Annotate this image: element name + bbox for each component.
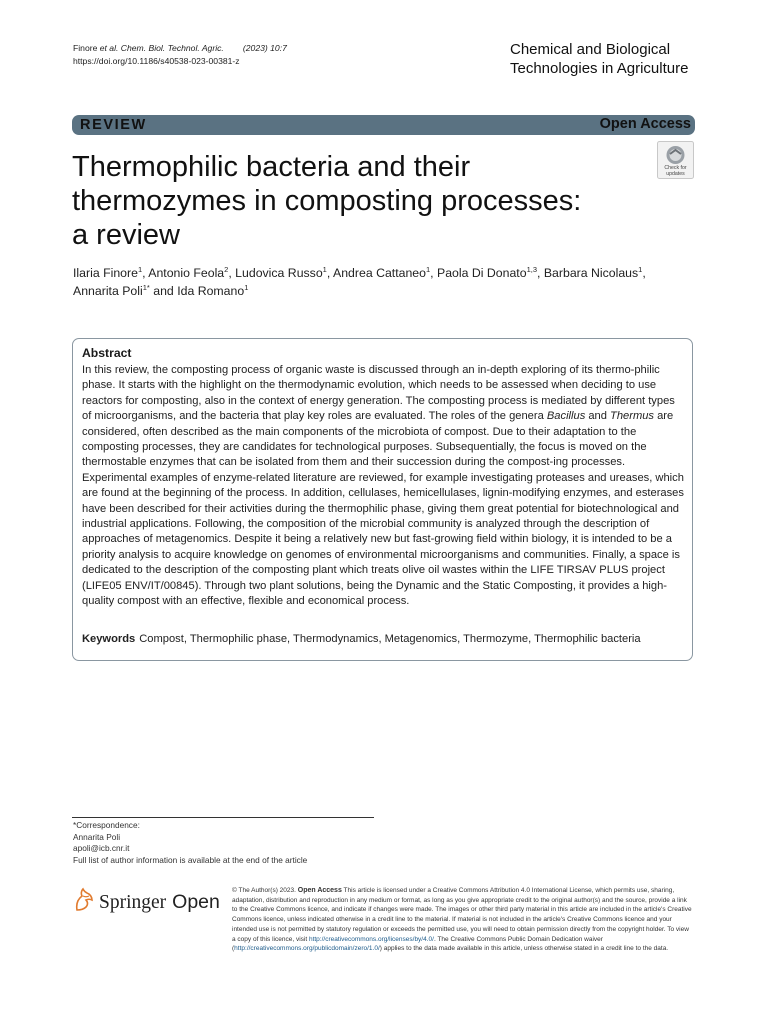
author-separator: , (430, 266, 437, 280)
journal-name-line2: Technologies in Agriculture (510, 60, 689, 77)
citation-year-volume: (2023) 10:7 (242, 43, 287, 53)
genus-bacillus: Bacillus (546, 410, 586, 423)
correspondence-label: *Correspondence: (73, 820, 140, 830)
author-list (73, 264, 693, 300)
abstract-and: and (585, 410, 611, 423)
author-info-note: Full list of author information is available at the end of the article (73, 854, 308, 865)
author-separator: and (149, 284, 178, 298)
license-open-access: Open Access (297, 887, 342, 894)
license-text-part3: ) applies to the data made available in this article, unless otherwise stated in a credit line to the data. (379, 945, 669, 953)
author-affiliation-sup: 1 (425, 265, 431, 274)
author-name: Antonio Feola (148, 266, 225, 280)
author-name: Ludovica Russo (235, 266, 323, 280)
publisher-logo (73, 887, 220, 918)
keywords-text: Compost, Thermophilic phase, Thermodynamics, Metagenomics, Thermozyme, Thermophilic bacteria (139, 633, 641, 645)
correspondence-block (73, 820, 307, 866)
author-name: Ida Romano (177, 284, 245, 298)
keywords-label: Keywords (82, 633, 136, 645)
author-separator: , (537, 266, 544, 280)
author-name: Ilaria Finore (73, 266, 138, 280)
cc-zero-link[interactable]: http://creativecommons.org/publicdomain/zero/1.0/ (234, 945, 380, 953)
article-title (72, 150, 632, 252)
author-affiliation-sup: 1 (244, 283, 249, 292)
journal-name-line1: Chemical and Biological (510, 41, 671, 58)
citation-authors: Finore (73, 43, 98, 53)
check-updates-line2: updates (666, 171, 685, 177)
article-type-label: REVIEW (80, 117, 147, 133)
abstract-heading: Abstract (82, 346, 132, 360)
citation-journal: Chem. Biol. Technol. Agric. (120, 43, 224, 53)
cc-by-link[interactable]: http://creativecommons.org/licenses/by/4.0/ (308, 935, 434, 943)
citation-line (73, 42, 287, 55)
abstract-text (82, 363, 687, 610)
author-affiliation-sup: 1 (322, 265, 327, 274)
open-access-label: Open Access (599, 116, 691, 132)
author-affiliation-sup: 1* (142, 283, 150, 292)
check-updates-line1: Check for (664, 165, 687, 171)
footnote-divider (72, 817, 374, 818)
abstract-text-part2: are considered, often described as the main components of the microbiota of compost. Due to their adaptation to the composting processes, they are candidates for technological purposes. Subsequentially, the focus is moved on the thermostable enzymes that can be isolated from them and their succession during the compost-ing processes. Experimental examples of enzyme-related literature are reviewed, for example investigating proteases and ureases, which are found at the beginning of the process. In addition, cellulases, hemicellulases, lignin-modifying enzymes, and esterases have been described for their activities during the thermophilic phase, giving them great potential for biotechnological and industrial applications. Following, the composition of the microbial community is analyzed through the description of approaches of metagenomics. Despite it being a relatively new but fast-growing field within biology, it is intended to be a priority analysis to acquire knowledge on genomes of environmental microorganisms and communities. Finally, a space is dedicated to the description of the composting plant which treats olive oil wastes within the LIFE TIRSAV PLUS project (LIFE05 ENV/IT/00845). Through two plant solutions, being the Dynamic and the Static Composting, it provides a high-quality compost with an effective, flexible and economical process. (82, 410, 684, 608)
author-affiliation-sup: 1 (638, 265, 643, 274)
publisher-suffix: Open (172, 891, 220, 913)
license-text-part1: This article is licensed under a Creative Commons Attribution 4.0 International License, which permits use, sharing, adaptation, distribution and reproduction in any medium or format, as long as you give appropriate credit to the original author(s) and the source, provide a link to the Creative Commons licence, and indicate if changes were made. The images or other third party material in this article are included in the article's Creative Commons licence, unless indicated otherwise in a credit line to the material. If material is not included in the article's Creative Commons licence and your intended use is not permitted by statutory regulation or exceeds the permitted use, you will need to obtain permission directly from the copyright holder. To view a copy of this licence, visit (232, 887, 692, 943)
title-line2: thermozymes in composting processes: (72, 185, 582, 217)
author-name: Barbara Nicolaus (543, 266, 639, 280)
check-for-updates-icon[interactable] (657, 141, 694, 179)
doi-link[interactable]: https://doi.org/10.1186/s40538-023-00381-z (73, 56, 240, 66)
citation-etal: et al. (99, 43, 119, 53)
correspondence-name: Annarita Poli (73, 831, 121, 842)
author-name: Andrea Cattaneo (333, 266, 426, 280)
author-separator: , (228, 266, 236, 280)
springer-horse-icon (73, 887, 95, 918)
keywords (82, 632, 687, 647)
title-line1: Thermophilic bacteria and their (72, 151, 471, 183)
author-separator: , (642, 266, 646, 280)
author-name: Paola Di Donato (437, 266, 527, 280)
author-affiliation-sup: 2 (224, 265, 229, 274)
license-text (232, 886, 694, 954)
genus-thermus: Thermus (610, 410, 655, 423)
author-affiliation-sup: 1 (137, 265, 143, 274)
copyright-notice: © The Author(s) 2023. (232, 887, 296, 894)
citation-block (73, 42, 287, 68)
correspondence-email[interactable]: apoli@icb.cnr.it (73, 843, 130, 854)
publisher-name: Springer (99, 891, 167, 913)
title-line3: a review (72, 219, 180, 251)
abstract-text-part1: In this review, the composting process of organic waste is discussed through an in-depth exploring of its thermo-philic phase. It starts with the highlight on the thermodynamic evolution, which needs to be assessed when deciding to use reactors for composting, also in the context of energy generation. The composting process is mediated by different types of microorganisms, and the bacteria that play key roles are evaluated. The roles of the genera (82, 364, 675, 423)
author-separator: , (142, 266, 149, 280)
author-separator: , (326, 266, 333, 280)
license-text-part2: . The Creative Commons Public Domain Dedication waiver ( (232, 935, 603, 953)
journal-name (510, 40, 688, 78)
author-name: Annarita Poli (73, 284, 143, 298)
author-affiliation-sup: 1,3 (526, 265, 537, 274)
